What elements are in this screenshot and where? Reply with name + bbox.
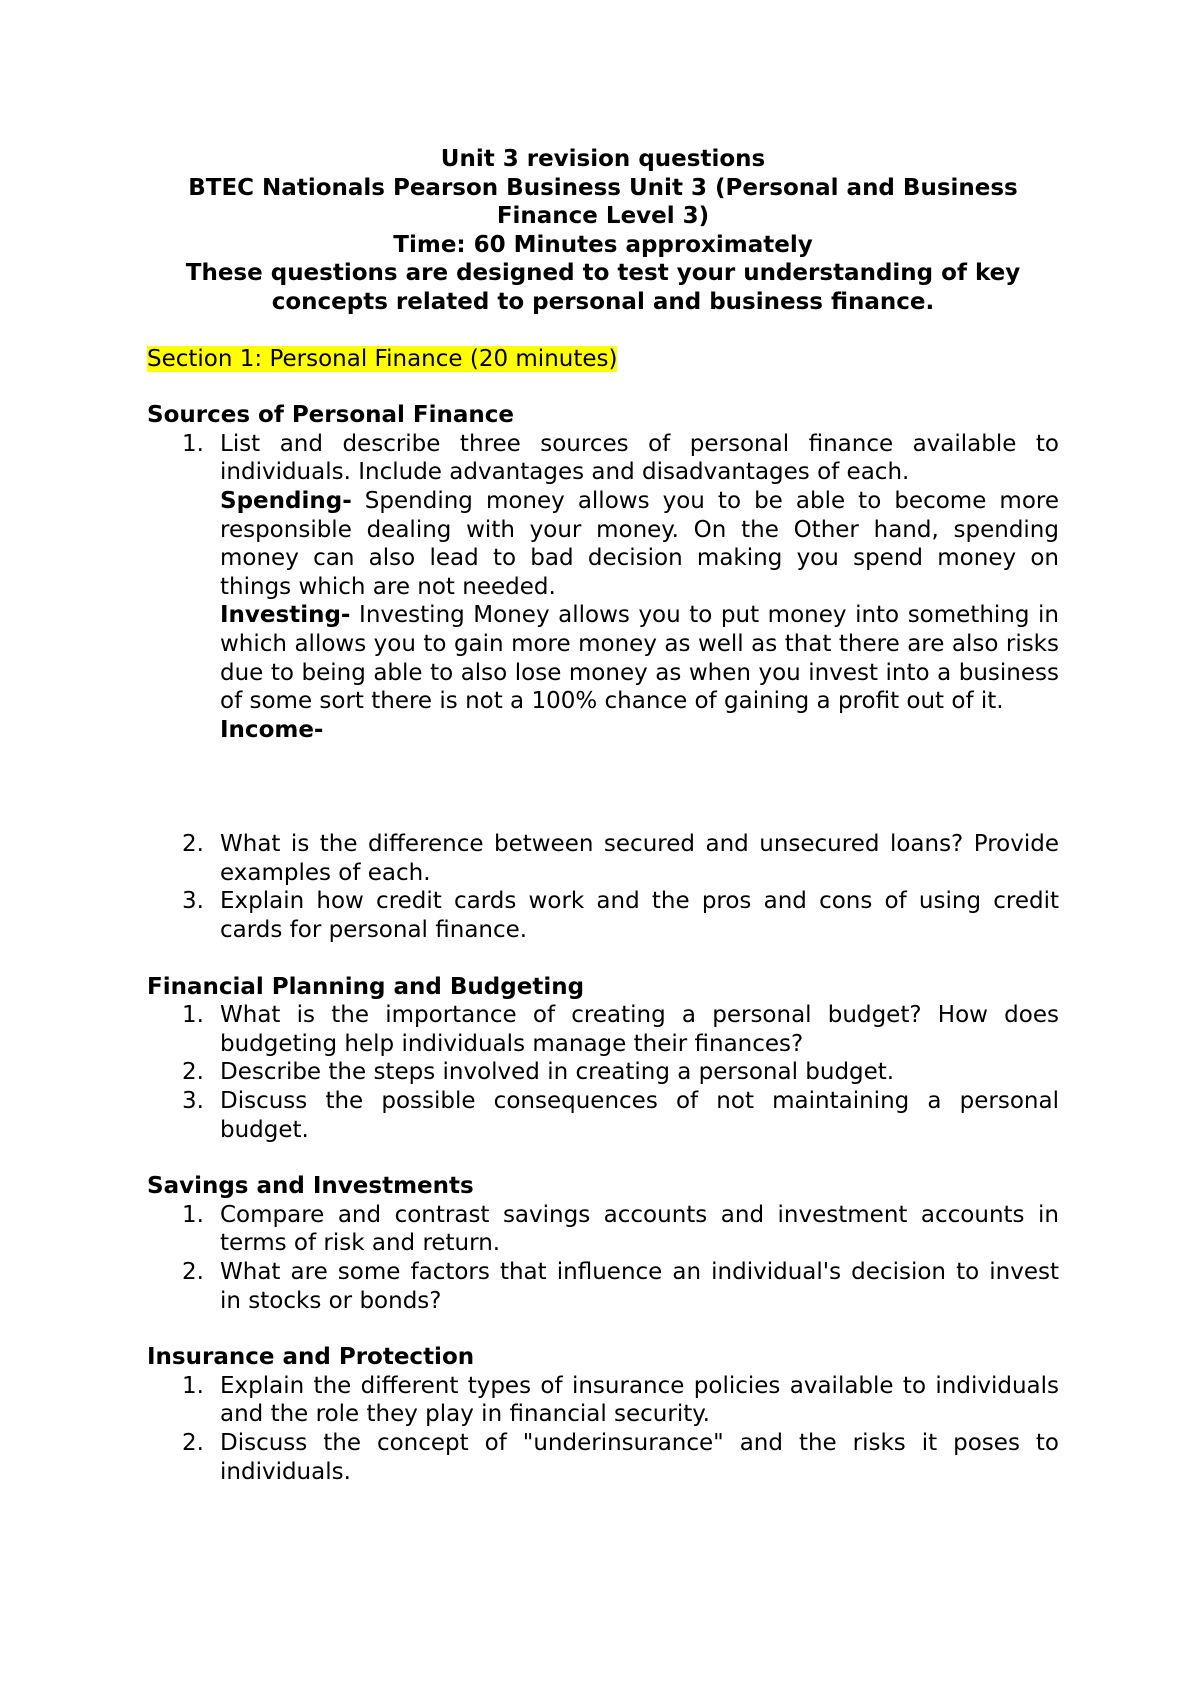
answer-spending (220, 487, 1059, 601)
title-block (147, 145, 1059, 317)
list-item (147, 1372, 1059, 1429)
question-text: Explain how credit cards work and the pros and cons of using credit cards for personal finance. (220, 888, 1059, 944)
question-text: What is the difference between secured and unsecured loans? Provide examples of each. (220, 831, 1059, 886)
list-number: 3. (182, 888, 204, 915)
list-item (147, 430, 1059, 831)
question-text: List and describe three sources of personal finance available to individuals. Include advantages and disadvantages of each. (220, 430, 1059, 486)
heading-savings-investments: Savings and Investments (147, 1173, 474, 1200)
insurance-question-list (147, 1372, 1059, 1486)
answer-label: Income- (220, 716, 324, 743)
list-item (147, 1001, 1059, 1058)
section-heading (147, 345, 1059, 374)
list-number: 2. (182, 1429, 204, 1456)
list-item (147, 830, 1059, 887)
answer-label: Spending- (220, 487, 352, 514)
list-item (147, 1087, 1059, 1144)
planning-question-list (147, 1001, 1059, 1144)
answer-income (220, 716, 1059, 745)
doc-subtitle: BTEC Nationals Pearson Business Unit 3 (Personal and Business Finance Level 3) (188, 174, 1018, 230)
answer-text: Investing Money allows you to put money into something in which allows you to gain more money as well as that there are also risks due to being able to also lose money as when you invest into a business of some sort there is not a 100% chance of gaining a profit out of it. (220, 602, 1059, 715)
list-number: 2. (182, 1059, 204, 1086)
answer-label: Investing- (220, 602, 351, 629)
list-number: 3. (182, 1088, 204, 1115)
list-number: 1. (182, 430, 204, 457)
doc-title: Unit 3 revision questions (440, 146, 766, 172)
question-text: What are some factors that influence an individual's decision to invest in stocks or bonds? (220, 1259, 1059, 1314)
list-item (147, 1429, 1059, 1486)
question-text: Describe the steps involved in creating a personal budget. (220, 1059, 895, 1086)
savings-question-list (147, 1201, 1059, 1315)
list-item (147, 1201, 1059, 1258)
question-text: Discuss the concept of "underinsurance" and the risks it poses to individuals. (220, 1429, 1059, 1485)
question-text: Explain the different types of insurance policies available to individuals and the role they play in financial security. (220, 1372, 1059, 1428)
list-number: 1. (182, 1002, 204, 1029)
list-item (147, 1058, 1059, 1087)
answer-investing (220, 601, 1059, 715)
document-body (147, 145, 1059, 1486)
question-text: Compare and contrast savings accounts and investment accounts in terms of risk and return. (220, 1201, 1059, 1257)
list-number: 1. (182, 1372, 204, 1399)
heading-financial-planning: Financial Planning and Budgeting (147, 973, 585, 1000)
section-1-label: Section 1: Personal Finance (20 minutes) (147, 345, 618, 372)
list-number: 2. (182, 1259, 204, 1285)
blank-space (220, 744, 1059, 830)
question-text: Discuss the possible consequences of not maintaining a personal budget. (220, 1088, 1059, 1143)
list-item (147, 1258, 1059, 1315)
sources-question-list (147, 430, 1059, 945)
list-item (147, 887, 1059, 944)
doc-time: Time: 60 Minutes approximately (393, 231, 813, 258)
heading-insurance-protection: Insurance and Protection (147, 1344, 475, 1371)
answer-text: Spending money allows you to be able to become more responsible dealing with your money. On the Other hand, spending money can also lead to bad decision making you spend money on things which are not needed. (220, 487, 1059, 600)
question-text: What is the importance of creating a personal budget? How does budgeting help individuals manage their finances? (220, 1002, 1059, 1057)
list-number: 2. (182, 831, 204, 858)
list-number: 1. (182, 1201, 204, 1228)
heading-sources-of-personal-finance: Sources of Personal Finance (147, 402, 515, 429)
doc-intro: These questions are designed to test your understanding of key concepts related to personal and business finance. (185, 260, 1021, 315)
